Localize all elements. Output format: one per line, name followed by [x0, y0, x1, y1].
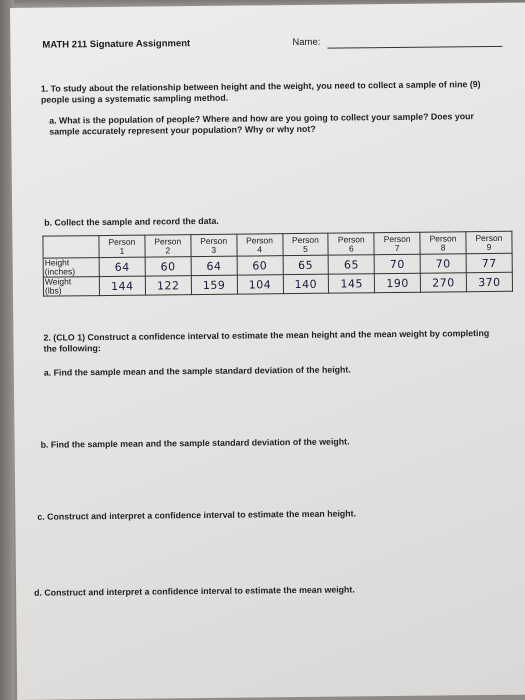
weight-value: 144 [99, 276, 145, 295]
height-value: 60 [237, 256, 283, 275]
question-2c-text: c. Construct and interpret a confidence interval to estimate the mean height. [37, 508, 357, 522]
person-header: Person 6 [328, 233, 374, 255]
height-value: 77 [466, 253, 512, 272]
person-header: Person 7 [374, 232, 420, 254]
weight-value: 145 [329, 274, 375, 293]
person-header: Person 2 [145, 235, 191, 257]
question-2a-text: a. Find the sample mean and the sample standard deviation of the height. [43, 364, 351, 378]
table-corner-cell [43, 236, 99, 259]
weight-value: 140 [283, 274, 329, 293]
person-header: Person 8 [420, 232, 466, 254]
height-row-label: Height (inches) [43, 258, 99, 278]
person-header: Person 1 [99, 235, 145, 257]
weight-value: 270 [420, 273, 466, 292]
question-1a-text: a. What is the population of people? Where and how are you going to collect your sample? Does your sample accurately represent your population? Why or why not? [49, 111, 474, 137]
weight-value: 159 [191, 275, 237, 294]
height-value: 70 [374, 254, 420, 273]
question-2b-text: b. Find the sample mean and the sample standard deviation of the weight. [40, 436, 350, 450]
name-label: Name: [292, 36, 321, 49]
weight-row-label: Weight (lbs) [43, 277, 99, 297]
height-value: 65 [283, 255, 329, 274]
question-1b-text: b. Collect the sample and record the data. [44, 215, 219, 228]
weight-value: 370 [466, 272, 512, 291]
height-value: 64 [191, 256, 237, 275]
height-value: 60 [145, 257, 191, 276]
weight-value: 104 [237, 275, 283, 294]
height-value: 70 [420, 254, 466, 273]
question-1-text: 1. To study about the relationship between height and the weight, you need to collect a sample of nine (9) people using a systematic sampling method. [40, 79, 481, 105]
worksheet-page [10, 3, 525, 700]
weight-value: 122 [145, 276, 191, 295]
person-header: Person 9 [466, 231, 512, 253]
height-value: 64 [99, 257, 145, 276]
height-value: 65 [328, 255, 374, 274]
data-table [42, 231, 513, 297]
name-blank-line [327, 46, 502, 49]
question-2-text: 2. (CLO 1) Construct a confidence interval to estimate the mean height and the mean weight by completing the following: [43, 327, 490, 354]
assignment-title: MATH 211 Signature Assignment [42, 38, 191, 51]
weight-value: 190 [375, 273, 421, 292]
worksheet-header [42, 35, 502, 56]
weight-row [43, 272, 512, 296]
person-header: Person 3 [191, 234, 237, 256]
person-header: Person 4 [237, 234, 283, 256]
person-header: Person 5 [282, 233, 328, 255]
question-2d-text: d. Construct and interpret a confidence interval to estimate the mean weight. [34, 584, 355, 598]
